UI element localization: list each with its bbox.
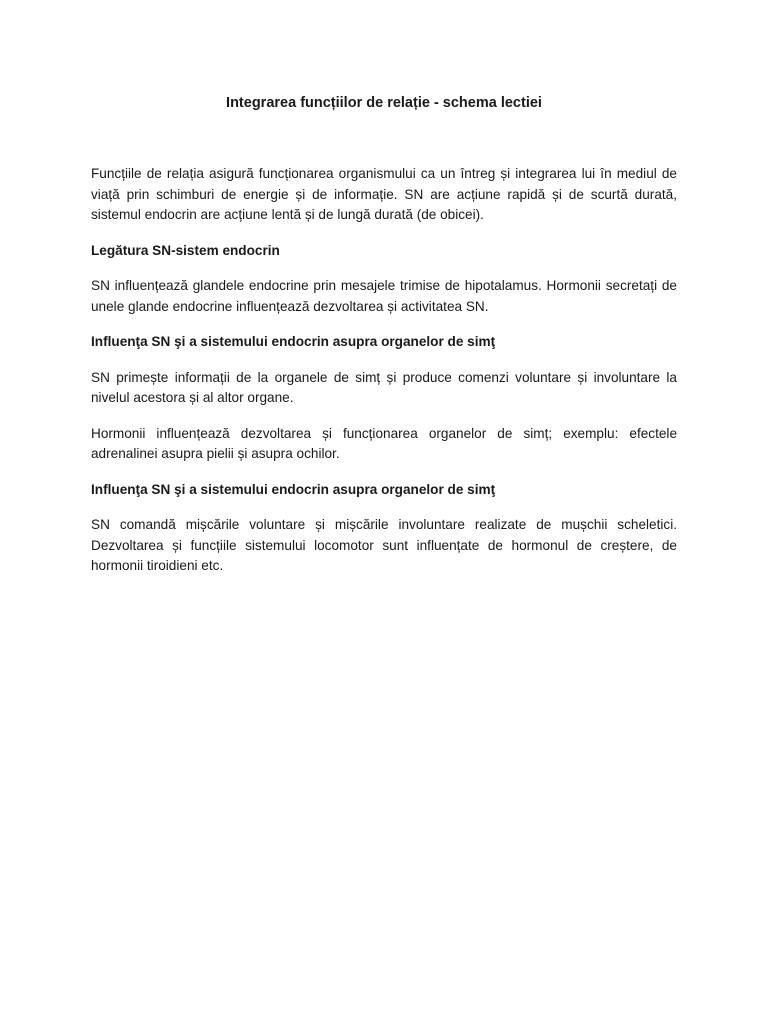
section-3-paragraph-1: SN comandă mișcările voluntare și mișcările involuntare realizate de mușchii scheletici. Dezvoltarea și funcțiile sistemului locomotor sunt influențate de hormonul de creștere, de hormonii tiroidieni etc. bbox=[91, 517, 677, 573]
section-1-paragraph-1: SN influențează glandele endocrine prin mesajele trimise de hipotalamus. Hormonii secretați de unele glande endocrine influențează dezvoltarea și activitatea SN. bbox=[91, 278, 677, 314]
section-heading-locomotor: Influenţa SN şi a sistemului endocrin asupra organelor de simţ bbox=[91, 481, 496, 497]
section-2-paragraph-1: SN primește informații de la organele de simț și produce comenzi voluntare și involuntare la nivelul acestora și al altor organe. bbox=[91, 369, 677, 405]
document-title: Integrarea funcțiilor de relație - schema lectiei bbox=[226, 95, 542, 111]
section-heading-sn-endocrine-link: Legătura SN-sistem endocrin bbox=[91, 242, 280, 258]
section-2-paragraph-2: Hormonii influențează dezvoltarea și funcționarea organelor de simț; exemplu: efectele adrenalinei asupra pielii și asupra ochilor. bbox=[91, 425, 677, 461]
document-body bbox=[91, 164, 677, 577]
intro-paragraph: Funcțiile de relația asigură funcționarea organismului ca un întreg și integrarea lui în mediul de viață prin schimburi de energie și de informație. SN are acțiune rapidă și de scurtă durată, sistemul endocrin are acțiune lentă și de lungă durată (de obicei). bbox=[91, 166, 677, 222]
section-heading-sense-organs: Influenţa SN şi a sistemului endocrin asupra organelor de simţ bbox=[91, 334, 496, 349]
